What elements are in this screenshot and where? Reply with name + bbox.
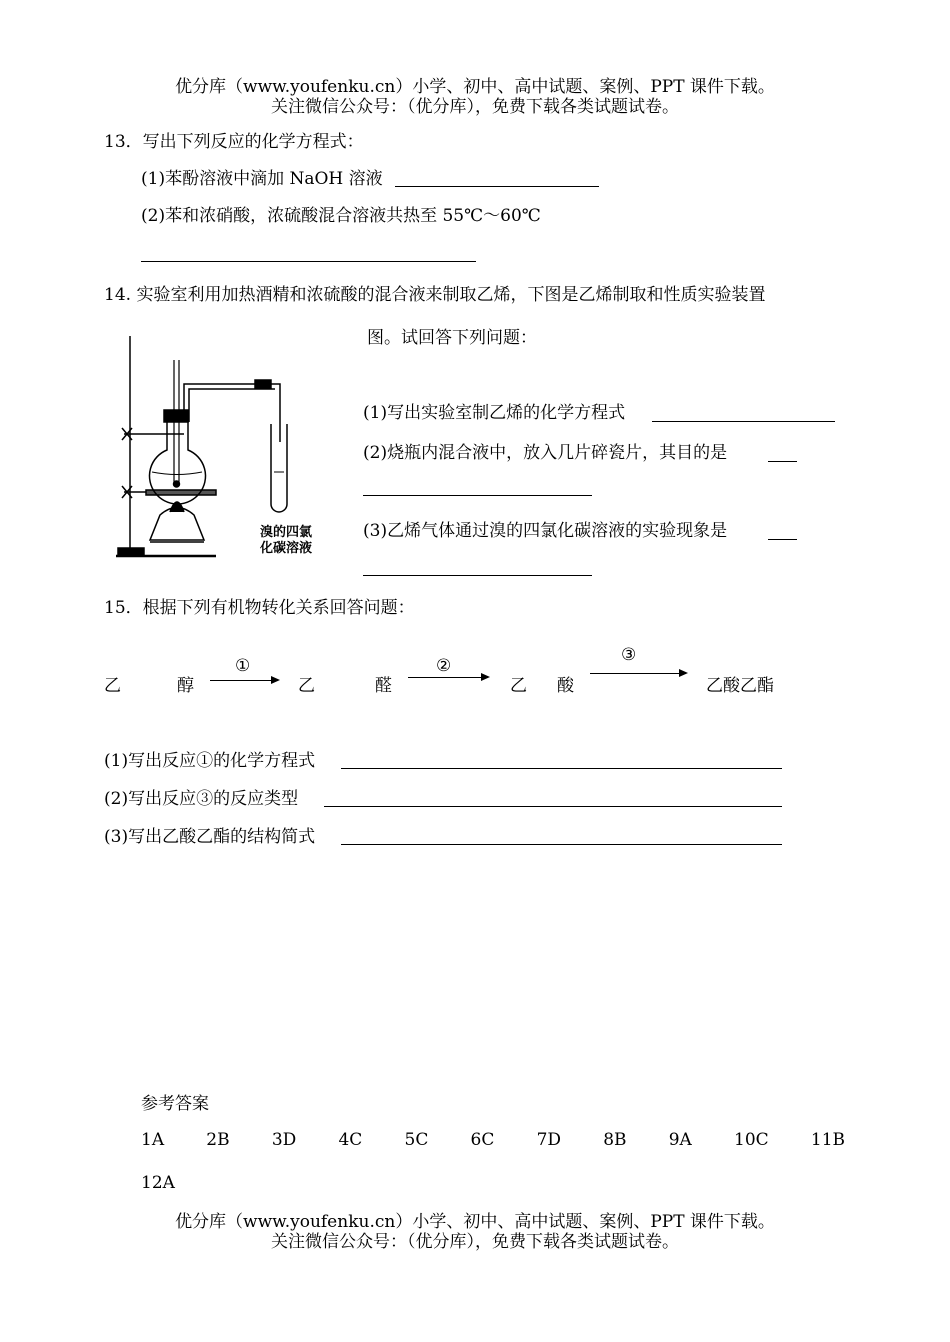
q15-item-3: (3)写出乙酸乙酯的结构简式 [104,827,316,847]
answer-item: 3D [271,1130,297,1150]
q14-answer-blank-2a[interactable] [768,461,797,462]
answer-item: 10C [734,1130,769,1150]
reaction-number-3: ③ [621,645,637,665]
reaction-arrow-2 [408,677,488,678]
footer-line-2: 关注微信公众号：（优分库），免费下载各类试题试卷。 [271,1232,679,1252]
q15-answer-blank-3[interactable] [341,844,782,845]
reaction-number-1: ① [235,656,251,676]
answers-row-2: 12A [141,1173,175,1193]
q15-title: 15．根据下列有机物转化关系回答问题： [104,598,415,618]
answer-item: 6C [470,1130,495,1150]
test-tube [271,424,287,512]
q14-title-continued: 图。试回答下列问题： [367,328,537,348]
reaction-arrow-3 [590,673,686,674]
chain-acetaldehyde [298,676,392,696]
q14-item-3: (3)乙烯气体通过溴的四氯化碳溶液的实验现象是 [363,521,728,541]
answer-item: 11B [810,1130,845,1150]
answer-item: 5C [404,1130,429,1150]
q14-item-1: (1)写出实验室制乙烯的化学方程式 [363,403,626,423]
delivery-tube [184,384,280,442]
header-line-1: 优分库（www.youfenku.cn）小学、初中、高中试题、案例、PPT 课件下载。 [175,77,775,97]
header-line-2: 关注微信公众号：（优分库），免费下载各类试题试卷。 [271,97,679,117]
alcohol-lamp [150,508,204,541]
q14-answer-blank-1[interactable] [652,421,835,422]
answer-item: 2B [206,1130,230,1150]
answer-item: 7D [536,1130,562,1150]
answers-title: 参考答案 [141,1094,209,1114]
q15-item-2: (2)写出反应③的反应类型 [104,789,299,809]
chain-ethanol [104,676,194,696]
stand-base [118,548,144,555]
answer-item: 8B [603,1130,627,1150]
reaction-arrow-1 [210,680,278,681]
q14-answer-blank-3b[interactable] [363,575,592,576]
q15-item-1: (1)写出反应①的化学方程式 [104,751,316,771]
chain-acetic-acid-char-2: 酸 [557,676,574,696]
q13-item-1: (1)苯酚溶液中滴加 NaOH 溶液 [141,169,383,189]
chain-acetaldehyde-char-2: 醛 [375,676,392,696]
answer-item: 4C [338,1130,363,1150]
answer-item: 9A [668,1130,692,1150]
ethylene-apparatus-figure [112,332,327,564]
q14-answer-blank-2b[interactable] [363,495,592,496]
chain-ethanol-char-1: 乙 [104,676,121,696]
q14-title: 14. 实验室利用加热酒精和浓硫酸的混合液来制取乙烯，下图是乙烯制取和性质实验装置 [104,285,766,305]
q15-answer-blank-2[interactable] [324,806,782,807]
q13-item-2: (2)苯和浓硝酸，浓硫酸混合溶液共热至 55℃～60℃ [141,206,541,226]
figure-label-line-1: 溴的四氯 [260,525,313,540]
q13-answer-blank-2[interactable] [141,261,476,262]
footer-line-1: 优分库（www.youfenku.cn）小学、初中、高中试题、案例、PPT 课件下载。 [175,1212,775,1232]
q13-answer-blank-1[interactable] [395,186,599,187]
q14-answer-blank-3a[interactable] [768,539,797,540]
chain-acetaldehyde-char-1: 乙 [298,676,315,696]
chain-ethyl-acetate: 乙酸乙酯 [706,676,774,696]
chain-ethanol-char-2: 醇 [177,676,194,696]
reaction-number-2: ② [436,656,452,676]
chain-acetic-acid-char-1: 乙 [510,676,527,696]
answer-item: 1A [141,1130,165,1150]
chain-acetic-acid [510,676,574,696]
q13-title: 13．写出下列反应的化学方程式： [104,132,364,152]
q15-answer-blank-1[interactable] [341,768,782,769]
answers-row-1 [141,1130,845,1150]
figure-label-line-2: 化碳溶液 [260,541,313,556]
q14-item-2: (2)烧瓶内混合液中，放入几片碎瓷片，其目的是 [363,443,728,463]
